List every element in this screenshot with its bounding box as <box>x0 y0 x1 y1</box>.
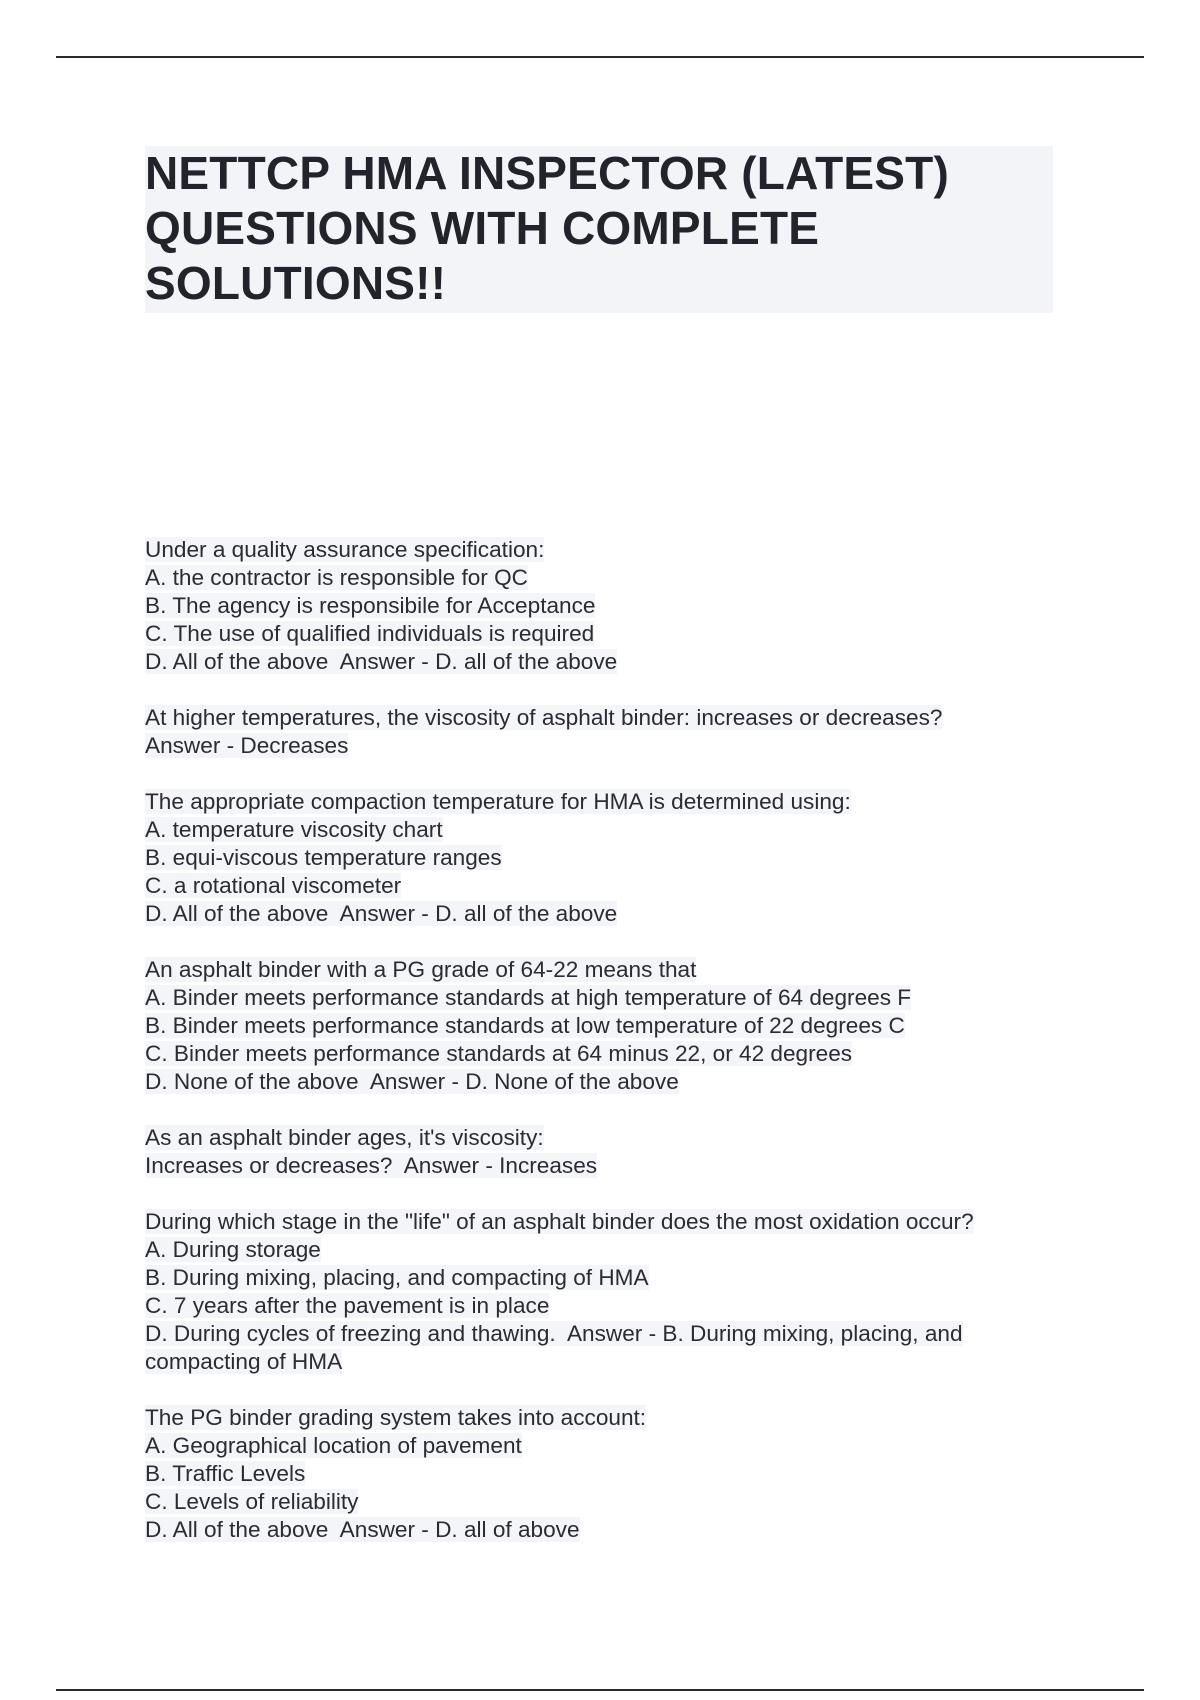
question-line: compacting of HMA <box>145 1349 343 1374</box>
question-line: B. The agency is responsibile for Acceptance <box>145 593 596 618</box>
question-line: The PG binder grading system takes into account: <box>145 1405 647 1430</box>
top-divider <box>56 56 1144 58</box>
question-line: D. During cycles of freezing and thawing. Answer - B. During mixing, placing, and <box>145 1321 963 1346</box>
question-line: The appropriate compaction temperature for HMA is determined using: <box>145 789 851 814</box>
document-title: NETTCP HMA INSPECTOR (LATEST) QUESTIONS WITH COMPLETE SOLUTIONS!! <box>145 147 949 309</box>
question-line: C. Levels of reliability <box>145 1489 359 1514</box>
question-line: Increases or decreases? Answer - Increases <box>145 1153 598 1178</box>
question-line: C. a rotational viscometer <box>145 873 402 898</box>
question-line: A. the contractor is responsible for QC <box>145 565 529 590</box>
question-item <box>145 704 1075 760</box>
question-item <box>145 536 1075 676</box>
question-line: C. Binder meets performance standards at 64 minus 22, or 42 degrees <box>145 1041 853 1066</box>
question-line: A. During storage <box>145 1237 321 1262</box>
question-line: An asphalt binder with a PG grade of 64-22 means that <box>145 957 697 982</box>
question-item <box>145 1124 1075 1180</box>
question-line: C. 7 years after the pavement is in place <box>145 1293 550 1318</box>
question-item <box>145 1208 1075 1376</box>
question-line: D. All of the above Answer - D. all of the above <box>145 649 618 674</box>
question-line: As an asphalt binder ages, it's viscosity: <box>145 1125 544 1150</box>
question-line: B. equi-viscous temperature ranges <box>145 845 502 870</box>
question-item <box>145 788 1075 928</box>
question-line: B. During mixing, placing, and compacting of HMA <box>145 1265 649 1290</box>
question-line: C. The use of qualified individuals is required <box>145 621 595 646</box>
question-line: D. All of the above Answer - D. all of the above <box>145 901 618 926</box>
question-line: A. Binder meets performance standards at high temperature of 64 degrees F <box>145 985 912 1010</box>
question-line: Under a quality assurance specification: <box>145 537 545 562</box>
question-line: B. Traffic Levels <box>145 1461 306 1486</box>
question-item <box>145 956 1075 1096</box>
question-item <box>145 1404 1075 1544</box>
question-line: A. Geographical location of pavement <box>145 1433 522 1458</box>
question-list <box>145 536 1075 1572</box>
question-line: D. All of the above Answer - D. all of above <box>145 1517 580 1542</box>
question-line: During which stage in the "life" of an asphalt binder does the most oxidation occur? <box>145 1209 974 1234</box>
bottom-divider <box>56 1689 1144 1691</box>
question-line: A. temperature viscosity chart <box>145 817 443 842</box>
title-block <box>145 146 1053 313</box>
question-line: At higher temperatures, the viscosity of asphalt binder: increases or decreases? <box>145 705 943 730</box>
question-line: D. None of the above Answer - D. None of the above <box>145 1069 679 1094</box>
question-line: Answer - Decreases <box>145 733 349 758</box>
question-line: B. Binder meets performance standards at low temperature of 22 degrees C <box>145 1013 905 1038</box>
